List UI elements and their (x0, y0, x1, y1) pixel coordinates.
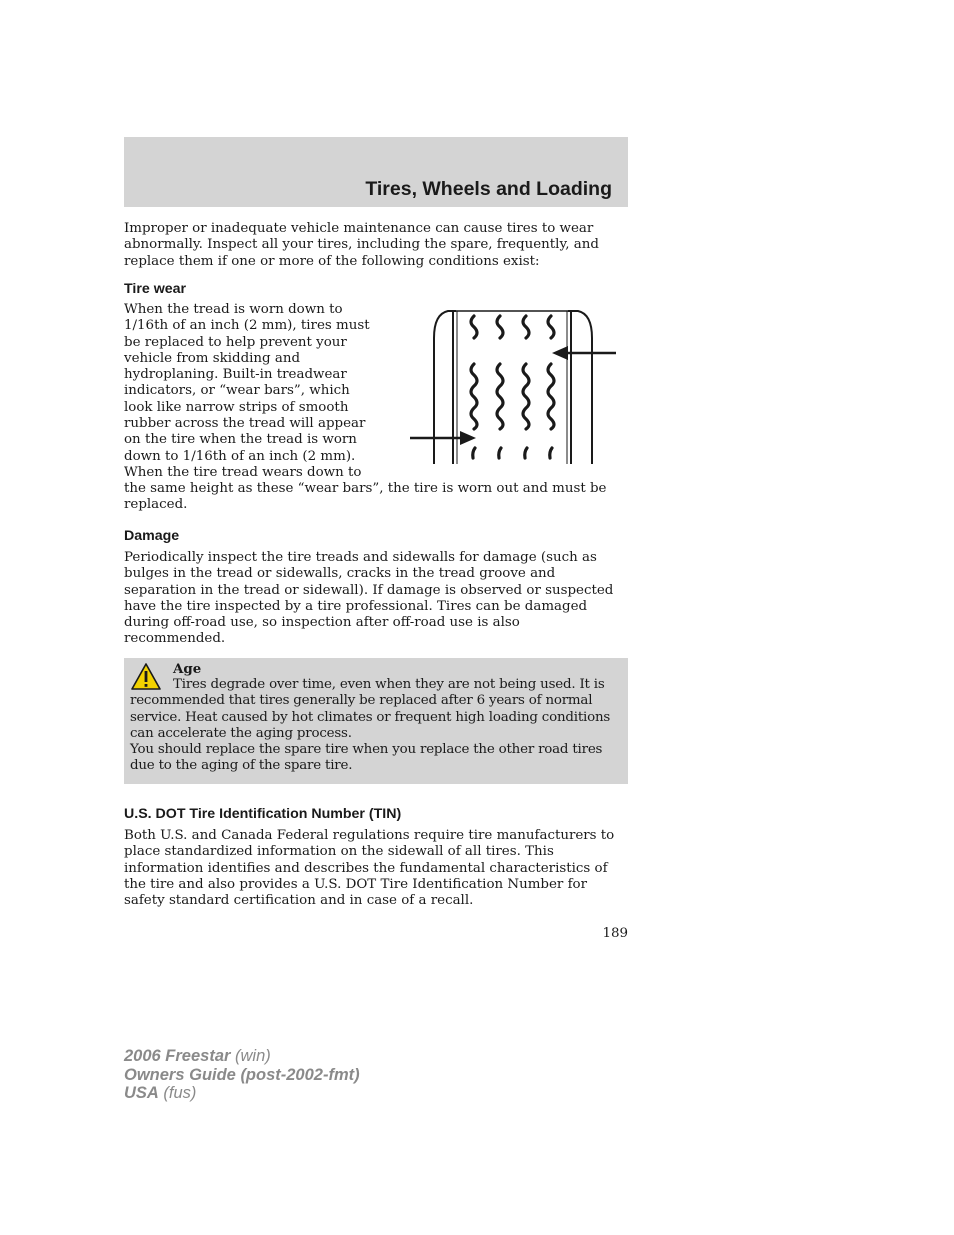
tin-heading: U.S. DOT Tire Identification Number (TIN) (124, 806, 402, 822)
tread-pattern (471, 316, 554, 458)
age-warning-box (124, 658, 628, 784)
damage-heading: Damage (124, 528, 180, 544)
warning-title: Age (173, 661, 202, 677)
document-footer (124, 1047, 360, 1103)
tire-treadwear-illustration (408, 308, 620, 466)
wear-bar-arrows (410, 346, 616, 445)
damage-paragraph: Periodically inspect the tire treads and sidewalls for damage (such as bulges in the tread or sidewalls, cracks in the tread groove and separation in the tread or sidewall). If damage is observed or suspected have the tire inspected by a tire professional. Tires can be damaged during off-road use, so inspection after off-road use is also recommended. (124, 550, 614, 647)
warning-body: Tires degrade over time, even when they are not being used. It is recommended that tires generally be replaced after 6 years of normal service. Heat caused by hot climates or frequent high loading conditions can accelerate the aging process. (130, 677, 611, 741)
footer-market-code: (fus) (158, 1084, 197, 1102)
footer-model-code: (win) (230, 1047, 271, 1065)
section-title: Tires, Wheels and Loading (365, 178, 612, 200)
footer-model: 2006 Freestar (124, 1047, 231, 1065)
footer-market: USA (124, 1084, 159, 1102)
tire-wear-paragraph-continued: the same height as these “wear bars”, the tire is worn out and must be replaced. (124, 481, 607, 513)
footer-guide: Owners Guide (post-2002-fmt) (124, 1065, 360, 1084)
intro-paragraph: Improper or inadequate vehicle maintenance can cause tires to wear abnormally. Inspect all your tires, including the spare, frequently, and replace them if one or more of the following conditions exist: (124, 221, 599, 269)
tire-wear-heading: Tire wear (124, 281, 187, 297)
page-number: 189 (602, 926, 628, 941)
tire-wear-paragraph: When the tread is worn down to 1/16th of an inch (2 mm), tires must be replaced to help prevent your vehicle from skidding and hydroplaning. Built-in treadwear indicators, or “wear bars”, which look like narrow strips of smooth rubber across the tread will appear on the tire when the tread is worn down to 1/16th of an inch (2 mm). When the tire tread wears down to (124, 302, 370, 480)
section-header-band (124, 137, 628, 207)
warning-body-2: You should replace the spare tire when you replace the other road tires due to the aging of the spare tire. (130, 742, 603, 774)
tin-paragraph: Both U.S. and Canada Federal regulations require tire manufacturers to place standardized information on the sidewall of all tires. This information identifies and describes the fundamental characteristics of the tire and also provides a U.S. DOT Tire Identification Number for safety standard certification and in case of a recall. (124, 828, 615, 909)
